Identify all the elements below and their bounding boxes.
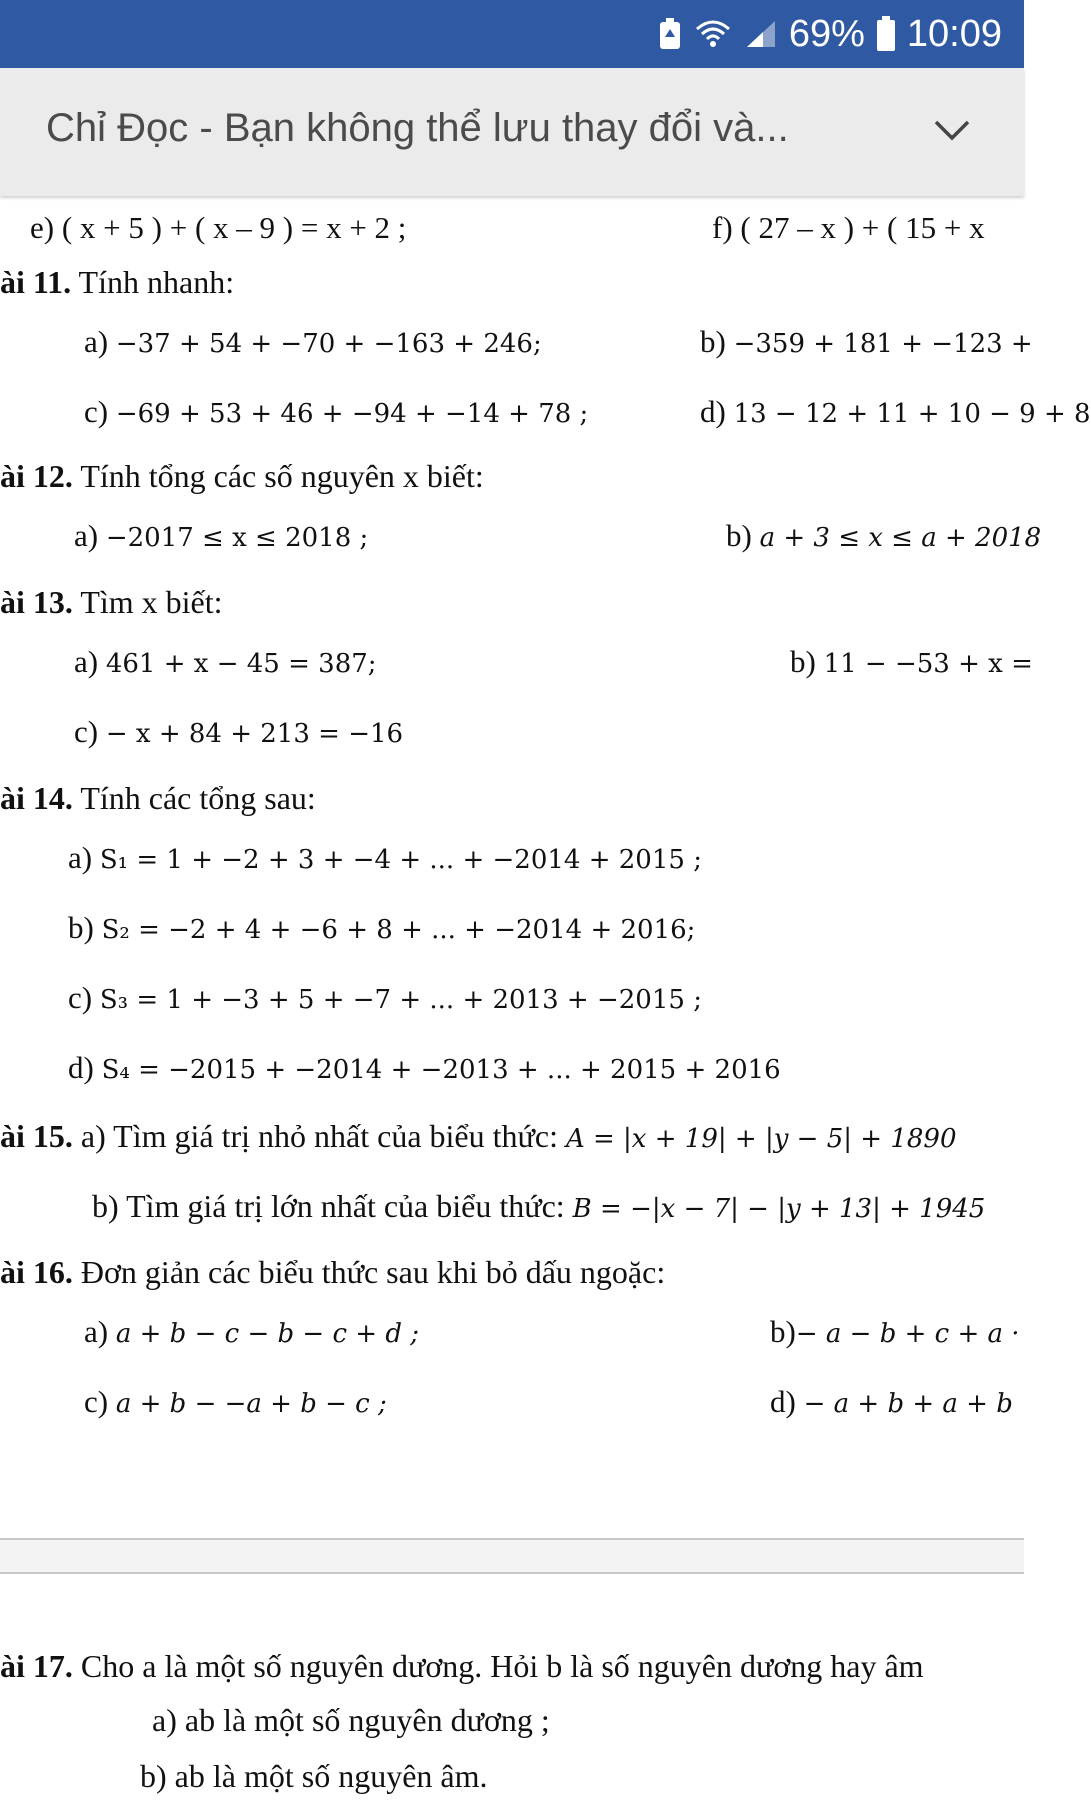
bai-13-a xyxy=(74,642,377,684)
bai-16-a-expr: a + b − c − b − c + d ; xyxy=(115,1319,419,1349)
bai-16-b xyxy=(770,1312,1020,1354)
bai-12-title: Tính tổng các số nguyên x biết: xyxy=(80,458,484,494)
bai-12-number: ài 12. xyxy=(0,458,73,494)
bai-14-a xyxy=(68,838,702,880)
bai-15-b xyxy=(92,1186,985,1229)
heading-bai-15 xyxy=(0,1116,957,1159)
bai-16-number: ài 16. xyxy=(0,1254,73,1290)
bai-12-b xyxy=(726,516,1041,558)
bai-14-b xyxy=(68,908,695,950)
item-label: c) xyxy=(84,1384,109,1419)
bai-17-number: ài 17. xyxy=(0,1648,73,1684)
item-label: d) xyxy=(700,394,726,429)
bai-17-a: a) ab là một số nguyên dương ; xyxy=(152,1702,550,1738)
bai-13-number: ài 13. xyxy=(0,584,73,620)
page-gap xyxy=(0,1540,1024,1572)
bai-14-d xyxy=(68,1048,781,1090)
bai-12-b-expr: a + 3 ≤ x ≤ a + 2018 xyxy=(759,523,1042,553)
bai-15-a-text: a) Tìm giá trị nhỏ nhất của biểu thức: xyxy=(80,1118,558,1154)
item-label: c) xyxy=(68,980,93,1015)
bai-14-c xyxy=(68,978,702,1020)
heading-bai-12 xyxy=(0,456,484,496)
item-label: d) xyxy=(68,1050,94,1085)
item-label: b) xyxy=(770,1314,796,1349)
item-label: a) xyxy=(74,518,99,553)
bai-17-title: Cho a là một số nguyên dương. Hỏi b là số nguyên dương hay âm xyxy=(80,1648,924,1684)
bai-16-b-expr: − a − b + c + a · xyxy=(795,1319,1020,1349)
item-label: a) xyxy=(84,324,109,359)
bai-12-a-expr: −2017 ≤ x ≤ 2018 ; xyxy=(105,523,369,553)
bai-16-c xyxy=(84,1382,387,1424)
heading-bai-11 xyxy=(0,262,234,302)
bai-14-a-expr: S₁ = 1 + −2 + 3 + −4 + ... + −2014 + 2015 ; xyxy=(99,845,702,875)
bai-13-b xyxy=(790,642,1033,684)
bai-15-number: ài 15. xyxy=(0,1118,73,1154)
heading-bai-17 xyxy=(0,1646,924,1686)
bai-17-b: b) ab là một số nguyên âm. xyxy=(140,1758,488,1794)
battery-percent: 69% xyxy=(788,12,865,55)
bai-15-a-expr: A = |x + 19| + |y − 5| + 1890 xyxy=(565,1124,957,1154)
bai-14-title: Tính các tổng sau: xyxy=(80,780,316,816)
bai-11-c-expr: −69 + 53 + 46 + −94 + −14 + 78 ; xyxy=(115,399,589,429)
bai-15-b-text: b) Tìm giá trị lớn nhất của biểu thức: xyxy=(92,1188,565,1224)
bai-13-title: Tìm x biết: xyxy=(80,584,223,620)
bai-13-a-expr: 461 + x − 45 = 387; xyxy=(105,649,377,679)
item-label: a) xyxy=(68,840,93,875)
bai-11-a-expr: −37 + 54 + −70 + −163 + 246; xyxy=(115,329,542,359)
item-label: c) xyxy=(74,714,99,749)
item-label: b) xyxy=(790,644,816,679)
bai-16-title: Đơn giản các biểu thức sau khi bỏ dấu ngoặc: xyxy=(80,1254,666,1290)
bai-13-c xyxy=(74,712,403,754)
item-label: d) xyxy=(770,1384,796,1419)
bai-16-c-expr: a + b − −a + b − c ; xyxy=(115,1389,387,1419)
bai-14-d-expr: S₄ = −2015 + −2014 + −2013 + ... + 2015 + 2016 xyxy=(101,1055,781,1085)
bai-11-number: ài 11. xyxy=(0,264,72,300)
bai-14-b-expr: S₂ = −2 + 4 + −6 + 8 + ... + −2014 + 2016; xyxy=(101,915,696,945)
item-label: b) xyxy=(700,324,726,359)
bai-16-a xyxy=(84,1312,419,1354)
bai-15-b-expr: B = −|x − 7| − |y + 13| + 1945 xyxy=(572,1194,986,1224)
bai-16-d xyxy=(770,1382,1013,1424)
bai-11-b-expr: −359 + 181 + −123 + xyxy=(733,329,1033,359)
heading-bai-13 xyxy=(0,582,223,622)
bai-11-d-expr: 13 − 12 + 11 + 10 − 9 + 8 xyxy=(733,399,1091,429)
clock: 10:09 xyxy=(906,12,1002,55)
item-label: b) xyxy=(68,910,94,945)
bai-12-a xyxy=(74,516,368,558)
page-break-bottom xyxy=(0,1572,1024,1574)
item-label: a) xyxy=(74,644,99,679)
bai-13-b-expr: 11 − −53 + x = xyxy=(823,649,1033,679)
bai-14-c-expr: S₃ = 1 + −3 + 5 + −7 + ... + 2013 + −2015 ; xyxy=(99,985,702,1015)
bai-11-a xyxy=(84,322,542,364)
bai-11-title: Tính nhanh: xyxy=(78,264,235,300)
bai-11-c xyxy=(84,392,588,434)
bai-14-number: ài 14. xyxy=(0,780,73,816)
item-label: b) xyxy=(726,518,752,553)
bai-13-c-expr: − x + 84 + 213 = −16 xyxy=(105,719,404,749)
banner-title: Chỉ Đọc - Bạn không thể lưu thay đổi và... xyxy=(46,106,789,150)
bai-16-d-expr: − a + b + a + b xyxy=(803,1389,1013,1419)
bai-11-d xyxy=(700,392,1091,434)
exercise-e: e) ( x + 5 ) + ( x – 9 ) = x + 2 ; xyxy=(30,210,407,245)
item-label: a) xyxy=(84,1314,109,1349)
item-label: c) xyxy=(84,394,109,429)
heading-bai-14 xyxy=(0,778,316,818)
bai-11-b xyxy=(700,322,1033,364)
exercise-f: f) ( 27 – x ) + ( 15 + x xyxy=(712,210,985,245)
heading-bai-16 xyxy=(0,1252,665,1292)
